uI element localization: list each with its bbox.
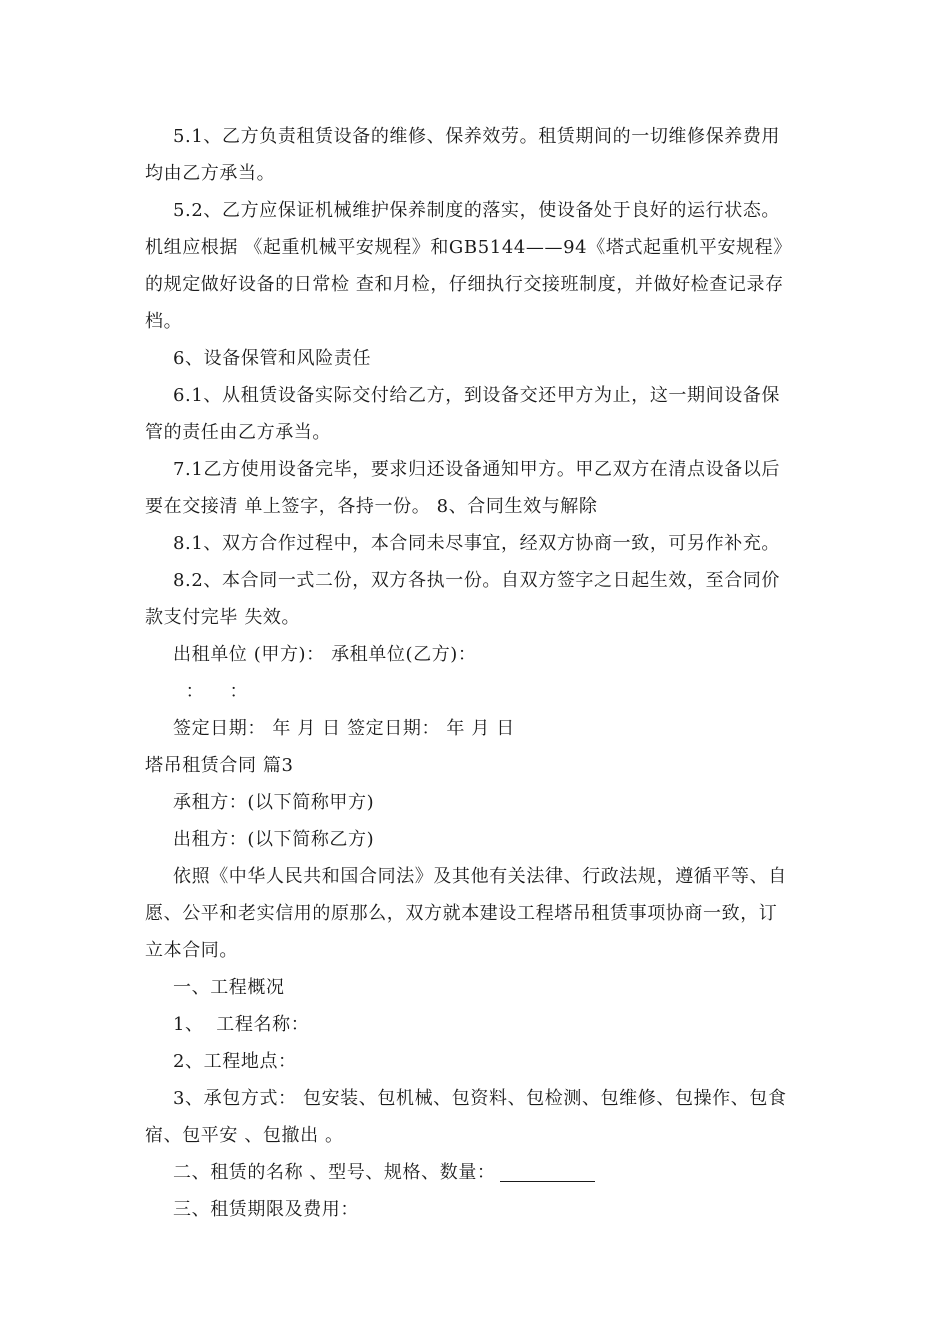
- clause-8-2-line-1: 8.2、本合同一式二份，双方各执一份。自双方签字之日起生效，至合同价: [173, 570, 781, 591]
- contract-method-line-2: 宿、包平安 、包撤出 。: [145, 1125, 344, 1146]
- preamble-line-1: 依照《中华人民共和国合同法》及其他有关法律、行政法规，遵循平等、自: [173, 866, 787, 887]
- signing-dates: 签定日期： 年 月 日 签定日期： 年 月 日: [173, 718, 515, 739]
- clause-6-1-line-1: 6.1、从租赁设备实际交付给乙方，到设备交还甲方为止，这一期间设备保: [173, 385, 781, 406]
- section-2-heading: [145, 1154, 810, 1191]
- signature-parties: 出租单位 (甲方)： 承租单位(乙方)：: [173, 644, 477, 665]
- preamble-line-3: 立本合同。: [145, 940, 238, 961]
- clause-5-1-line-1: 5.1、乙方负责租赁设备的维修、保养效劳。租赁期间的一切维修保养费用: [173, 126, 781, 147]
- clause-5-2-line-3: 的规定做好设备的日常检 查和月检，仔细执行交接班制度，并做好检查记录存: [145, 274, 784, 295]
- clause-7-1-line-2: 要在交接清 单上签字，各持一份。 8、合同生效与解除: [145, 496, 598, 517]
- clause-8-1: 8.1、双方合作过程中，本合同未尽事宜，经双方协商一致，可另作补充。: [173, 533, 781, 554]
- contract-3-title: 塔吊租赁合同 篇3: [145, 755, 294, 776]
- lessor-line: 出租方：(以下简称乙方): [173, 829, 375, 850]
- clause-5-2-line-4: 档。: [145, 311, 183, 332]
- lessee-line: 承租方：(以下简称甲方): [173, 792, 375, 813]
- signature-colons: ： ：: [173, 681, 249, 702]
- clause-8-2-line-2: 款支付完毕 失效。: [145, 607, 301, 628]
- clause-5-2-line-2: 机组应根据 《起重机械平安规程》和GB5144——94《塔式起重机平安规程》: [145, 237, 792, 258]
- project-name: 1、 工程名称：: [173, 1014, 310, 1035]
- preamble-line-2: 愿、公平和老实信用的原那么，双方就本建设工程塔吊租赁事项协商一致，订: [145, 903, 778, 924]
- contract-method-line-1: 3、承包方式： 包安装、包机械、包资料、包检测、包维修、包操作、包食: [173, 1088, 787, 1109]
- section-6-heading: 6、设备保管和风险责任: [173, 348, 372, 369]
- section-3-heading: 三、租赁期限及费用：: [173, 1199, 359, 1220]
- fill-in-blank: [500, 1161, 595, 1182]
- project-location: 2、工程地点：: [173, 1051, 297, 1072]
- clause-5-1-line-2: 均由乙方承当。: [145, 163, 276, 184]
- clause-5-2-line-1: 5.2、乙方应保证机械维护保养制度的落实，使设备处于良好的运行状态。: [173, 200, 781, 221]
- section-2-text: 二、租赁的名称 、型号、规格、数量：: [173, 1162, 496, 1183]
- section-1-heading: 一、工程概况: [173, 977, 285, 998]
- clause-7-1-line-1: 7.1乙方使用设备完毕，要求归还设备通知甲方。甲乙双方在清点设备以后: [173, 459, 781, 480]
- clause-6-1-line-2: 管的责任由乙方承当。: [145, 422, 331, 443]
- document-body: [145, 118, 810, 1228]
